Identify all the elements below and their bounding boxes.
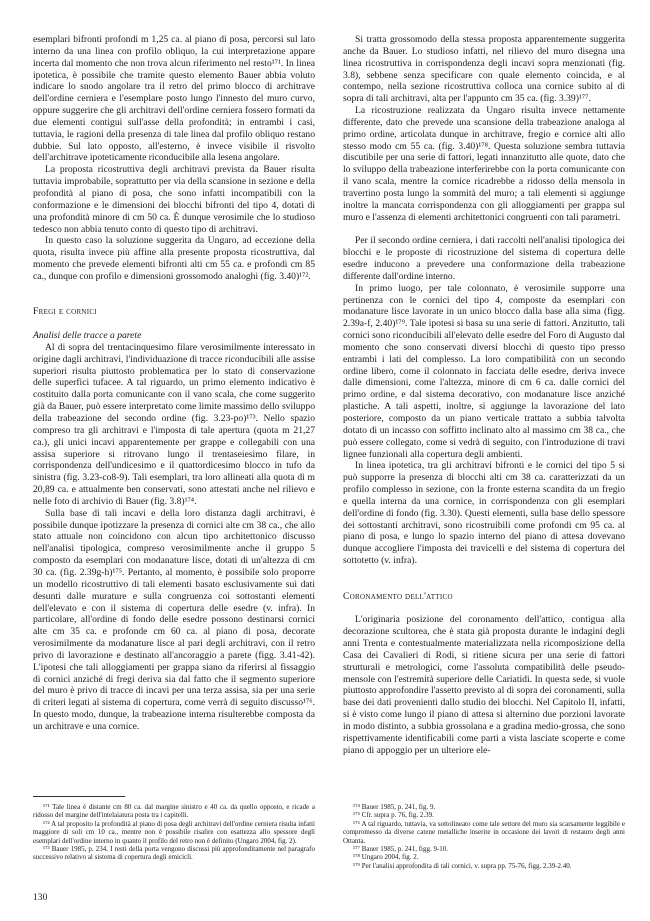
footnote: ¹⁷⁴ Bauer 1985, p. 241, fig. 9.	[353, 803, 436, 811]
paragraph: Si tratta grossomodo della stessa proposta apparentemente suggerita anche da Bauer. Lo studioso infatti, nel rilievo del muro disegna una linea ricostruttiva in corrispondenza degli incavi sopra menzionati (fig. 3.8), sebbene senza specificare con quale elemento coincida, e al contempo, nella sezione ricostruttiva colloca una cornice subito al di sopra di tali architravi, alta per l'appunto cm 35 ca. (fig. 3.39)¹⁷⁷.	[343, 34, 625, 105]
section-heading: Coronamento dell'attico	[343, 590, 453, 602]
footnote: ¹⁷⁶ A tal riguardo, tuttavia, va sottolineato come tale settore del muro sia scarsamente leggibile e compromesso da diverse catene metalliche inserite in occasione dei lavori di restauro degli anni Ottanta.	[343, 819, 625, 845]
footnote: ¹⁷⁷ Bauer 1985, p. 241, figg. 9-10.	[353, 845, 449, 854]
page-number: 130	[33, 892, 48, 903]
footnotes-right	[343, 803, 625, 870]
paragraph: In linea ipotetica, tra gli architravi bifronti e le cornici del tipo 5 si può supporre la presenza di blocchi alti cm 38 ca. caratterizzati da un profilo complesso in sezione, con la fronte esterna scandita da un fregio e quella interna da una cornice, in corrispondenza con gli esemplari dell'ordine di fondo (fig. 3.30). Questi elementi, sulla base dello spessore dei sottostanti architravi, sono ricostruibili come profondi cm 95 ca. al piano di posa, e lungo lo spazio interno del piano di attesa dovevano dunque accogliere l'imposta dei travicelli e del sistema di copertura del sottotetto (v. infra).	[343, 460, 625, 567]
footnote: ¹⁷⁹ Per l'analisi approfondita di tali cornici, v. supra pp. 75-76, figg. 2.39-2.40.	[353, 861, 572, 870]
footnote: ¹⁷⁸ Ungaro 2004, fig. 2.	[353, 853, 419, 862]
paragraph: L'originaria posizione del coronamento dell'attico, contigua alla decorazione scultorea, che è stata già proposta durante le indagini degli anni Trenta e contestualmente materializzata nella ricomposizione della Casa dei Cavalieri di Rodi, si ritiene sicura per una serie di fattori strutturali e metrologici, come l'assoluta compatibilità delle pseudo-mensole con l'estremità superiore delle Cariatidi. In questa sede, si vuole piuttosto approfondire l'assetto previsto al di sopra dei coronamenti, sulla base dei dati provenienti dallo studio dei blocchi. Nel Capitolo II, infatti, si è visto come lungo il piano di attesa si alternino due porzioni lavorate in modo distinto, a subbia grossolana e a gradina medio-grossa, che sono rispettivamente identificabili come parti a vista lasciate scoperte e come piano di appoggio per un ulteriore ele-	[343, 614, 625, 756]
footnote: ¹⁷² A tal proposito la profondità al piano di posa degli architravi dell'ordine cerniera risulta infatti maggiore di soli cm 10 ca., mentre non è possibile risalire con esattezza allo spessore degli esemplari dell'ordine interno in quanto il profilo del retro non è definito (Ungaro 2004, fig. 2).	[33, 819, 315, 845]
paragraph: In primo luogo, per tale colonnato, è verosimile supporre una pertinenza con le cornici del tipo 4, composte da esemplari con modanature lisce lavorate in un unico blocco dalla base alla sima (figg. 2.39a-f, 2.40)¹⁷⁹. Tale ipotesi si basa su una serie di fattori. Anzitutto, tali cornici sono riconducibili all'elevato delle esedre del Foro di Augusto dal momento che sono conservati diversi blocchi di questo tipo presso entrambi i lati del complesso. La loro compatibilità con un secondo ordine libero, come il colonnato in facciata delle esedre, deriva invece dalle dimensioni, come l'altezza, minore di cm 6 ca. dalle cornici del primo ordine, e dal sistema decorativo, con modanature lisce anziché plastiche. A tali aspetti, inoltre, si aggiunge la lavorazione del lato posteriore, composto da un piano verticale trattato a subbia talvolta dotato di un incasso con soffitto inclinato alto al massimo cm 38 ca., che può essere collegato, come si vedrà di seguito, con l'introduzione di travi lignee funzionali alla copertura degli ambienti.	[343, 282, 625, 460]
paragraph: La ricostruzione realizzata da Ungaro risulta invece nettamente differente, dato che prevede una scansione della trabeazione analoga al primo ordine, articolata dunque in architrave, fregio e cornice alti allo stesso modo cm 55 ca. (fig. 3.40)¹⁷⁸. Questa soluzione sembra tuttavia discutibile per una serie di fattori, legati innanzitutto alle quote, dato che lo sviluppo della trabeazione interferirebbe con la porta comunicante con il vano scala, mentre la cornice ricadrebbe a ridosso della mensola in travertino posta lungo la sommità del muro; a tali elementi si aggiunge inoltre la mancata corrispondenza con gli alloggiamenti per grappa sul muro e l'assenza di elementi architettonici congruenti con tali parametri.	[343, 105, 625, 223]
paragraph: esemplari bifronti profondi m 1,25 ca. al piano di posa, percorsi sul lato interno da una linea con profilo obliquo, la cui interpretazione appare incerta dal momento che non trova alcun riferimento nel resto¹⁷¹. In linea ipotetica, è possibile che tramite questo elemento Bauer abbia voluto indicare lo snodo angolare tra il retro del primo blocco di architrave dell'ordine cerniera e l'esemplare posto lungo l'innesto del muro curvo, oppure suggerire che gli architravi dell'ordine cerniera fossero formati da due elementi contigui sull'asse della profondità; in entrambi i casi, tuttavia, le ragioni della presenza di tale linea dal profilo obliquo restano dubbie. Sul lato opposto, all'esterno, è invece visibile il risvolto dell'architrave ipoteticamente riconducibile alla lesena angolare.	[33, 34, 315, 164]
paragraph: In questo caso la soluzione suggerita da Ungaro, ad eccezione della quota, risulta invece più affine alla presente proposta ricostruttiva, dal momento che prevede elementi bifronti alti cm 55 ca. e profondi cm 85 ca., dunque con profilo e dimensioni grossomodo analoghi (fig. 3.40)¹⁷².	[33, 235, 315, 282]
right-column	[343, 34, 625, 756]
paragraph: Sulla base di tali incavi e della loro distanza dagli architravi, è possibile dunque ipotizzare la presenza di cornici alte cm 38 ca., che allo stato attuale non coincidono con alcun tipo architettonico discusso nell'analisi tipologica, compreso verosimilmente anche il gruppo 5 composto da esemplari con modanature lisce, dotati di un'altezza di cm 30 ca. (fig. 2.39g-h)¹⁷⁵. Pertanto, al momento, è possibile solo proporre un modello ricostruttivo di tali elementi basato esclusivamente sui dati desunti dalle murature e sulla congruenza coi sottostanti elementi dell'elevato e con il sistema di copertura delle esedre (v. infra). In particolare, all'ordine di fondo delle esedre possono destinarsi cornici alte cm 35 ca. e profonde cm 60 ca. al piano di posa, decorate verosimilmente da modanature lisce al pari degli architravi, con il retro privo di lavorazione e destinato all'ancoraggio a parete (figg. 3.41-42). L'ipotesi che tali alloggiamenti per grappa siano da riferirsi al fissaggio di cornici anziché di fregi deriva sia dal fatto che il segmento superiore del muro è privo di tracce di incavi per una terza assisa, sia per una serie di criteri legati al sistema di copertura, come verrà di seguito discusso¹⁷⁶. In questo modo, dunque, la trabeazione interna risulterebbe composta da un architrave e una cornice.	[33, 507, 315, 732]
left-column	[33, 34, 315, 733]
footnote-divider	[33, 796, 125, 797]
section-heading: Fregi e cornici	[33, 306, 98, 318]
footnote: ¹⁷⁵ Cfr. supra p. 76, fig. 2.39.	[353, 811, 434, 820]
paragraph: Per il secondo ordine cerniera, i dati raccolti nell'analisi tipologica dei blocchi e le proposte di ricostruzione del sistema di copertura delle esedre inducono a prevedere una conformazione della trabeazione differente dall'ordine interno.	[343, 235, 625, 282]
subsection-heading: Analisi delle tracce a parete	[33, 330, 142, 342]
footnote: ¹⁷¹ Tale linea è distante cm 80 ca. dal margine sinistro e 40 ca. da quello opposto, e ricade a ridosso del margine dell'intelaiatura posta tra i capitelli.	[33, 803, 315, 820]
paragraph: La proposta ricostruttiva degli architravi prevista da Bauer risulta tuttavia improbabile, soprattutto per via della scansione in sezione e della profondità al piano di posa, che sono infatti incompatibili con la conformazione e le dimensioni dei blocchi bifronti del tipo 4, dotati di una profondità minore di cm 50 ca. È dunque verosimile che lo studioso tedesco non abbia tenuto conto di questo tipo di architravi.	[33, 164, 315, 235]
paragraph: Al di sopra del trentacinquesimo filare verosimilmente interessato in origine dagli architravi, l'individuazione di tracce riconducibili alle assise superiori risulta piuttosto problematica per lo stato di conservazione delle superfici tufacee. A tal riguardo, un primo elemento indicativo è costituito dalla porta comunicante con il vano scala, che come suggerito già da Bauer, può essere interpretato come limite massimo dello sviluppo della trabeazione del secondo ordine (fig. 3.23-po)¹⁷³. Nello spazio compreso tra gli architravi e l'imposta di tale apertura (quota m 21,27 ca.), gli unici incavi apparentemente per grappe e collegabili con una assisa superiore si ritrovano lungo il trentaseiesimo filare, in corrispondenza dell'undicesimo e il quattordicesimo blocco in tufo da sinistra (fig. 3.23-co8-9). Tali esemplari, tra loro allineati alla quota di m 20,89 ca. e attualmente ben conservati, sono attestati anche nel rilievo e nelle foto di archivio di Bauer (fig. 3.8)¹⁷⁴.	[33, 341, 315, 507]
footnote: ¹⁷³ Bauer 1985, p. 234. I resti della porta vengono discussi più approfonditamente nel paragrafo successivo relativo al sistema di copertura degli emicicli.	[33, 845, 315, 862]
footnotes-left	[33, 803, 315, 862]
